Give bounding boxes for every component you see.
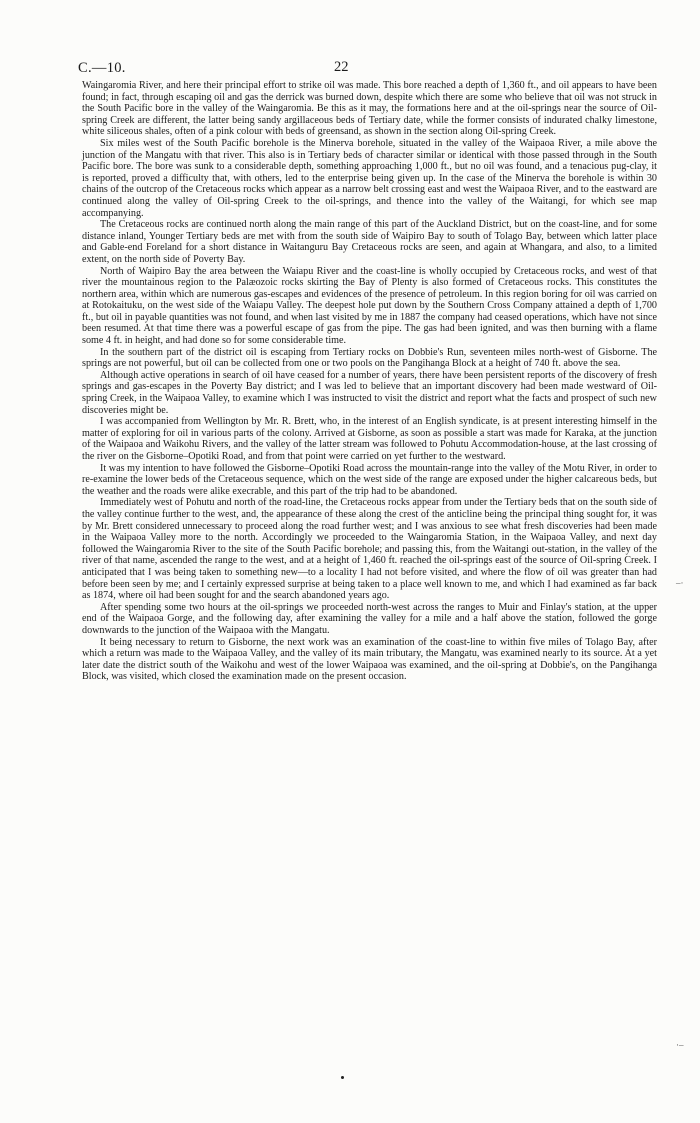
margin-mark: –· bbox=[676, 578, 684, 588]
page-reference: C.—10. bbox=[78, 60, 126, 76]
paragraph: Although active operations in search of oil have ceased for a number of years, there have been persistent reports of the discovery of fresh springs and gas-escapes in the Poverty Bay district; and I was led to believe that an important discovery had been made westward of Oil-spring Creek, in the Waipaoa Valley, to examine which I was instructed to visit the district and report what the facts and prospect of such new discoveries might be. bbox=[82, 369, 657, 416]
paragraph: Six miles west of the South Pacific borehole is the Minerva borehole, situated in the valley of the Waipaoa River, a mile above the junction of the Mangatu with that river. This also is in Tertiary beds of character similar or identical with those passed through in the South Pacific bore. The bore was sunk to a considerable depth, something approaching 1,000 ft., but no oil was found, and a tenacious pug-clay, it is reported, proved a difficulty that, with others, led to the enterprise being given up. In the case of the Minerva the borehole is within 30 chains of the outcrop of the Cretaceous rocks which appear as a narrow belt crossing east and west the Waipaoa River, and to the eastward are continued along the valley of Oil-spring Creek to the oil-springs, and thence into the valley of the Waitangi, for which see map accompanying. bbox=[82, 137, 657, 219]
footer-dot bbox=[341, 1076, 344, 1079]
body-text bbox=[82, 80, 657, 683]
paragraph: Immediately west of Pohutu and north of the road-line, the Cretaceous rocks appear from under the Tertiary beds that on the south side of the valley continue further to the west, and, the appearance of these along the crest of the anticline being the principal thing sought for, it was by Mr. Brett considered unnecessary to proceed along the road further west; and I was anxious to see what fresh discoveries had been made in the Waipaoa Valley more to the north. Accordingly we proceeded to the Waingaromia Station, in the Waipaoa Valley, and next day followed the Waingaromia River to the site of the South Pacific borehole; and passing this, from the Waitangi out-station, in the valley of the river of that name, ascended the range to the west, and at a height of 1,460 ft. reached the oil-springs east of the source of Oil-spring Creek. I anticipated that I was being taken to something new—to a locality I had not before visited, and where the flow of oil was greater than had before been seen by me; and I certainly expressed surprise at being taken to a place well known to me, and which I had examined as far back as 1874, where oil had been sought for and the search abandoned years ago. bbox=[82, 497, 657, 602]
paragraph: North of Waipiro Bay the area between the Waiapu River and the coast-line is wholly occupied by Cretaceous rocks, and west of that river the mountainous region to the Palæozoic rocks skirting the Bay of Plenty is also formed of Cretaceous rocks. This constitutes the northern area, within which are numerous gas-escapes and evidences of the presence of petroleum. In this region boring for oil was carried on at Rotokaituku, on the west side of the Waiapu Valley. The deepest hole put down by the Southern Cross Company attained a depth of 1,700 ft., but oil in payable quantities was not found, and when last visited by me in 1887 the company had ceased operations, which have not since been resumed. At that time there was a powerful escape of gas from the pipe. The gas had been ignited, and was then burning with a flame some 4 ft. in height, and had done so for some considerable time. bbox=[82, 265, 657, 347]
paragraph: I was accompanied from Wellington by Mr. R. Brett, who, in the interest of an English syndicate, is at present interesting himself in the matter of exploring for oil in various parts of the colony. Arrived at Gisborne, as soon as possible a start was made for Karaka, at the junction of the Waipaoa and Waikohu Rivers, and the valley of the latter stream was followed to Pohutu Accommodation-house, at the last crossing of the river on the Gisborne–Opotiki Road, and from that point were carried on yet further to the westward. bbox=[82, 416, 657, 462]
margin-mark: ·– bbox=[676, 1040, 684, 1050]
paragraph: The Cretaceous rocks are continued north along the main range of this part of the Auckland District, but on the coast-line, and for some distance inland, Younger Tertiary beds are met with from the south side of Waipiro Bay to south of Tolago Bay, between which latter place and Gable-end Foreland for a short distance in Waitanguru Bay Cretaceous rocks are seen, and again at Whangara, and also, to a limited extent, on the north side of Poverty Bay. bbox=[82, 219, 657, 265]
page-number: 22 bbox=[334, 59, 349, 75]
paragraph: In the southern part of the district oil is escaping from Tertiary rocks on Dobbie's Run, seventeen miles north-west of Gisborne. The springs are not powerful, but oil can be collected from one or two pools on the Pangihanga Block at a height of 740 ft. above the sea. bbox=[82, 346, 657, 370]
paragraph: Waingaromia River, and here their principal effort to strike oil was made. This bore reached a depth of 1,360 ft., and oil appears to have been found; in fact, through escaping oil and gas the derrick was burned down, despite which there are some who believe that oil was not struck in the South Pacific bore in the valley of the Waingaromia. Be this as it may, the formations here and at the oil-springs near the source of Oil-spring Creek are different, the latter being sandy argillaceous beds of Tertiary date, while the former consists of indurated chalky limestone, white siliceous shales, often of a pink colour with beds of greensand, as shown in the section along Oil-spring Creek. bbox=[82, 80, 657, 138]
paragraph: It being necessary to return to Gisborne, the next work was an examination of the coast-line to within five miles of Tolago Bay, after which a return was made to the Waipaoa Valley, and the valley of its main tributary, the Mangatu, was examined nearly to its source. At a yet later date the district south of the Waikohu and west of the lower Waipaoa was examined, and the oil-spring at Dobbie's, on the Pangihanga Block, was visited, which closed the examination made on the present occasion. bbox=[82, 636, 657, 683]
paragraph: After spending some two hours at the oil-springs we proceeded north-west across the ranges to Muir and Finlay's station, at the upper end of the Waipaoa Gorge, and the following day, after examining the valley for a mile and a half above the station, followed the gorge downwards to the junction of the Waipaoa with the Mangatu. bbox=[82, 601, 657, 636]
paragraph: It was my intention to have followed the Gisborne–Opotiki Road across the mountain-range into the valley of the Motu River, in order to re-examine the lower beds of the Cretaceous sequence, which on the west side of the range are exposed under the higher calcareous beds, but the weather and the roads were alike execrable, and this part of the trip had to be abandoned. bbox=[82, 462, 657, 497]
